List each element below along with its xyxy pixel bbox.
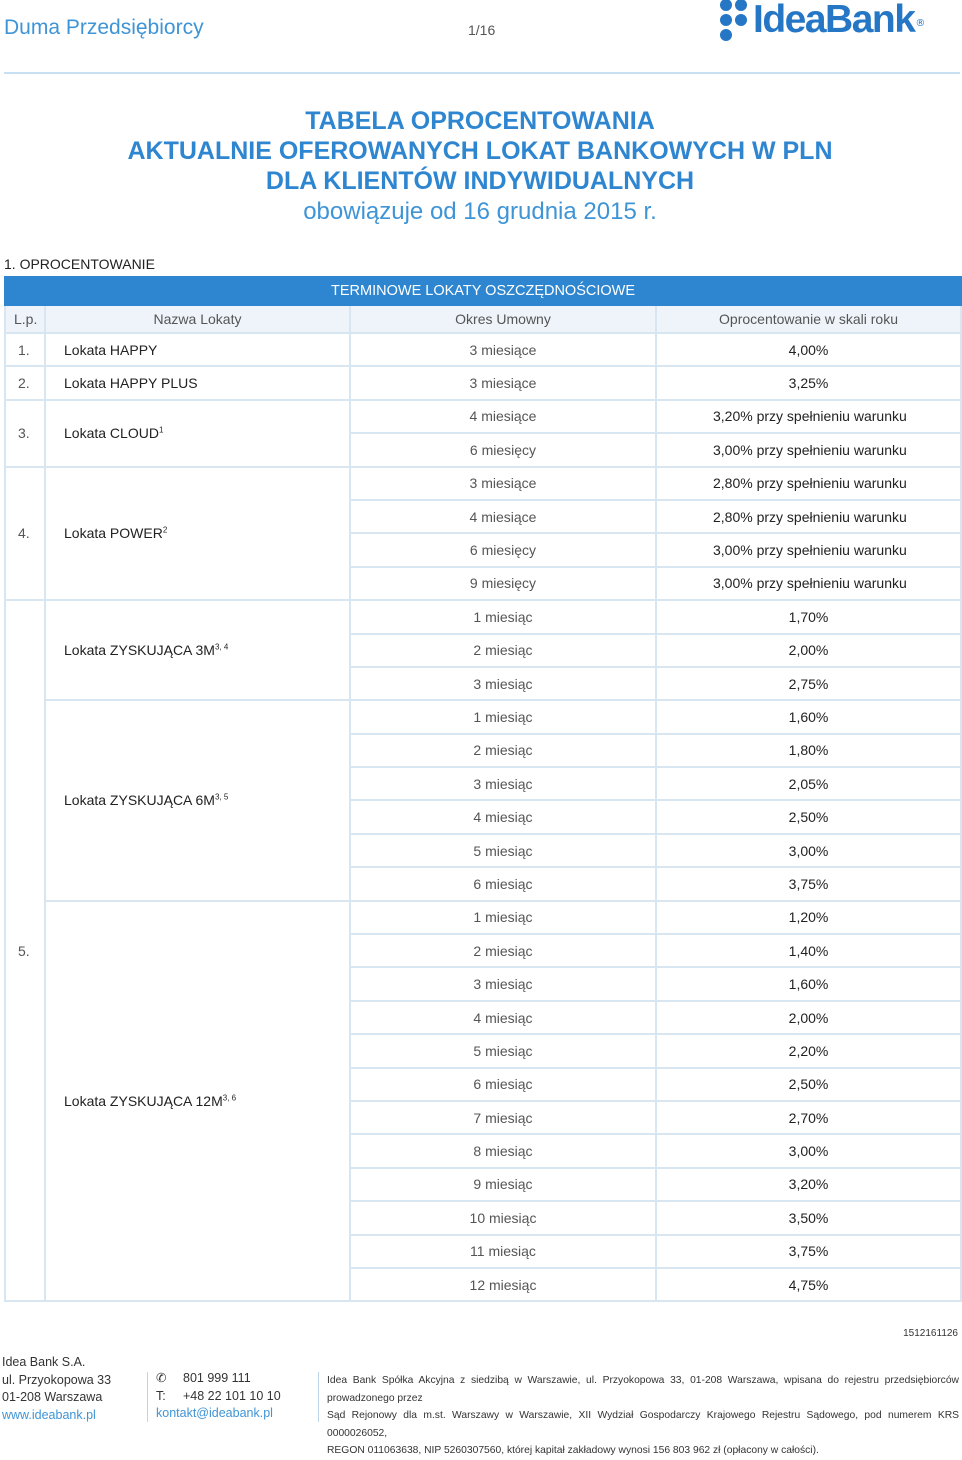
deposit-term: 3 miesiąc <box>350 767 656 800</box>
deposit-rate: 2,00% <box>656 634 961 667</box>
column-header-term: Okres Umowny <box>350 305 656 333</box>
table-row <box>5 333 961 366</box>
deposit-term: 6 miesięcy <box>350 433 656 466</box>
deposit-rate: 1,20% <box>656 901 961 934</box>
table-row <box>5 600 961 633</box>
header-divider <box>4 72 960 74</box>
row-number: 5. <box>5 600 45 1301</box>
deposit-term: 3 miesiące <box>350 467 656 500</box>
table-row <box>5 700 961 733</box>
city-address: 01-208 Warszawa <box>2 1390 103 1404</box>
row-number: 4. <box>5 467 45 601</box>
legal-line: REGON 011063638, NIP 5260307560, której kapitał zakładowy wynosi 156 803 962 zł (opłacony w całości). <box>327 1445 819 1456</box>
deposit-term: 5 miesiąc <box>350 1034 656 1067</box>
section-heading: 1. OPROCENTOWANIE <box>4 256 155 272</box>
deposit-term: 2 miesiąc <box>350 934 656 967</box>
validity-date: obowiązuje od 16 grudnia 2015 r. <box>303 198 657 225</box>
deposit-rate: 2,75% <box>656 667 961 700</box>
deposit-rate: 2,80% przy spełnieniu warunku <box>656 467 961 500</box>
tel-number: +48 22 101 10 10 <box>183 1388 281 1403</box>
legal-line: Sąd Rejonowy dla m.st. Warszawy w Warszawie, XII Wydział Gospodarczy Krajowego Rejestru Sądowego, pod numerem KRS 0000026052, <box>327 1410 959 1439</box>
table-row <box>5 901 961 934</box>
deposit-rate: 2,20% <box>656 1034 961 1067</box>
deposit-rate: 3,00% przy spełnieniu warunku <box>656 433 961 466</box>
deposit-term: 4 miesiące <box>350 400 656 433</box>
logo-wordmark: IdeaBank <box>753 0 915 41</box>
deposit-term: 8 miesiąc <box>350 1134 656 1167</box>
title-line-1: TABELA OPROCENTOWANIA <box>305 107 655 135</box>
deposit-term: 4 miesiące <box>350 500 656 533</box>
page-number: 1/16 <box>468 22 496 38</box>
deposit-term: 1 miesiąc <box>350 901 656 934</box>
table-header-row <box>5 305 961 333</box>
deposit-rate: 2,05% <box>656 767 961 800</box>
deposit-term: 9 miesięcy <box>350 567 656 600</box>
deposit-rate: 3,20% <box>656 1168 961 1201</box>
deposit-rate: 3,75% <box>656 867 961 900</box>
deposit-term: 11 miesiąc <box>350 1235 656 1268</box>
deposit-name: Lokata ZYSKUJĄCA $3M^{3, 4}$ <box>45 600 350 700</box>
deposit-term: 12 miesiąc <box>350 1268 656 1301</box>
deposit-term: 9 miesiąc <box>350 1168 656 1201</box>
email-link[interactable]: kontakt@ideabank.pl <box>156 1406 273 1420</box>
deposit-term: 1 miesiąc <box>350 600 656 633</box>
deposit-term: 3 miesiąc <box>350 667 656 700</box>
deposit-rate: 3,00% przy spełnieniu warunku <box>656 533 961 566</box>
table-banner: TERMINOWE LOKATY OSZCZĘDNOŚCIOWE <box>5 277 961 305</box>
registered-mark: ® <box>915 18 926 29</box>
column-header-rate: Oprocentowanie w skali roku <box>656 305 961 333</box>
deposit-rate: 1,40% <box>656 934 961 967</box>
deposit-name: Lokata CLOUD$^1$ <box>45 400 350 467</box>
deposit-term: 4 miesiąc <box>350 1001 656 1034</box>
deposit-rate: 4,00% <box>656 333 961 366</box>
logo-dots-icon <box>720 0 747 41</box>
deposit-rate: 3,00% przy spełnieniu warunku <box>656 567 961 600</box>
deposit-term: 6 miesięcy <box>350 533 656 566</box>
legal-notice <box>327 1372 959 1460</box>
page-footer <box>0 1354 960 1456</box>
bank-address <box>2 1354 111 1424</box>
deposit-rate: 2,80% przy spełnieniu warunku <box>656 500 961 533</box>
website-link[interactable]: www.ideabank.pl <box>2 1407 96 1422</box>
deposit-term: 10 miesiąc <box>350 1201 656 1234</box>
deposit-rate: 3,00% <box>656 1134 961 1167</box>
column-header-name: Nazwa Lokaty <box>45 305 350 333</box>
deposit-term: 4 miesiąc <box>350 800 656 833</box>
deposit-name: Lokata ZYSKUJĄCA $6M^{3, 5}$ <box>45 700 350 900</box>
deposit-term: 7 miesiąc <box>350 1101 656 1134</box>
table-row <box>5 366 961 399</box>
deposit-rate: 3,20% przy spełnieniu warunku <box>656 400 961 433</box>
bank-contact <box>156 1370 281 1423</box>
deposit-name: Lokata HAPPY PLUS <box>45 366 350 399</box>
table-banner-row <box>5 277 961 305</box>
deposit-rate: 2,50% <box>656 800 961 833</box>
interest-rate-table <box>4 276 962 1302</box>
document-title <box>0 106 960 227</box>
column-header-lp: L.p. <box>5 305 45 333</box>
deposit-rate: 1,70% <box>656 600 961 633</box>
deposit-rate: 4,75% <box>656 1268 961 1301</box>
deposit-term: 5 miesiąc <box>350 834 656 867</box>
deposit-term: 3 miesiąc <box>350 967 656 1000</box>
deposit-term: 6 miesiąc <box>350 867 656 900</box>
phone-icon: ✆ <box>156 1371 167 1385</box>
deposit-name: Lokata ZYSKUJĄCA $12M^{3, 6}$ <box>45 901 350 1302</box>
publication-title: Duma Przedsiębiorcy <box>4 16 204 39</box>
tel-label: T: <box>156 1388 166 1403</box>
deposit-term: 3 miesiące <box>350 366 656 399</box>
deposit-term: 1 miesiąc <box>350 700 656 733</box>
deposit-rate: 2,00% <box>656 1001 961 1034</box>
company-name: Idea Bank S.A. <box>2 1355 86 1369</box>
deposit-rate: 3,25% <box>656 366 961 399</box>
deposit-term: 2 miesiąc <box>350 634 656 667</box>
deposit-name: Lokata POWER$^2$ <box>45 467 350 601</box>
footer-divider <box>318 1372 319 1422</box>
legal-line: Idea Bank Spółka Akcyjna z siedzibą w Warszawie, ul. Przyokopowa 33, 01-208 Warszawa, wpisana do rejestru przedsiębiorców prowadzonego przez <box>327 1375 959 1404</box>
deposit-rate: 1,60% <box>656 700 961 733</box>
title-line-3: DLA KLIENTÓW INDYWIDUALNYCH <box>265 167 695 195</box>
deposit-term: 2 miesiąc <box>350 734 656 767</box>
deposit-term: 3 miesiące <box>350 333 656 366</box>
street-address: ul. Przyokopowa 33 <box>2 1372 112 1387</box>
hotline-number: 801 999 111 <box>183 1371 251 1385</box>
title-line-2: AKTUALNIE OFEROWANYCH LOKAT BANKOWYCH W PLN <box>127 137 833 165</box>
row-number: 1. <box>5 333 45 366</box>
deposit-rate: 1,80% <box>656 734 961 767</box>
footer-divider <box>147 1372 148 1422</box>
deposit-rate: 2,70% <box>656 1101 961 1134</box>
deposit-term: 6 miesiąc <box>350 1068 656 1101</box>
deposit-rate: 2,50% <box>656 1068 961 1101</box>
table-row <box>5 400 961 433</box>
document-code: 1512161126 <box>903 1328 958 1339</box>
row-number: 2. <box>5 366 45 399</box>
deposit-rate: 3,75% <box>656 1235 961 1268</box>
deposit-rate: 1,60% <box>656 967 961 1000</box>
deposit-rate: 3,50% <box>656 1201 961 1234</box>
deposit-name: Lokata HAPPY <box>45 333 350 366</box>
table-row <box>5 467 961 500</box>
idea-bank-logo <box>720 0 960 40</box>
row-number: 3. <box>5 400 45 467</box>
deposit-rate: 3,00% <box>656 834 961 867</box>
page-header <box>0 0 960 76</box>
